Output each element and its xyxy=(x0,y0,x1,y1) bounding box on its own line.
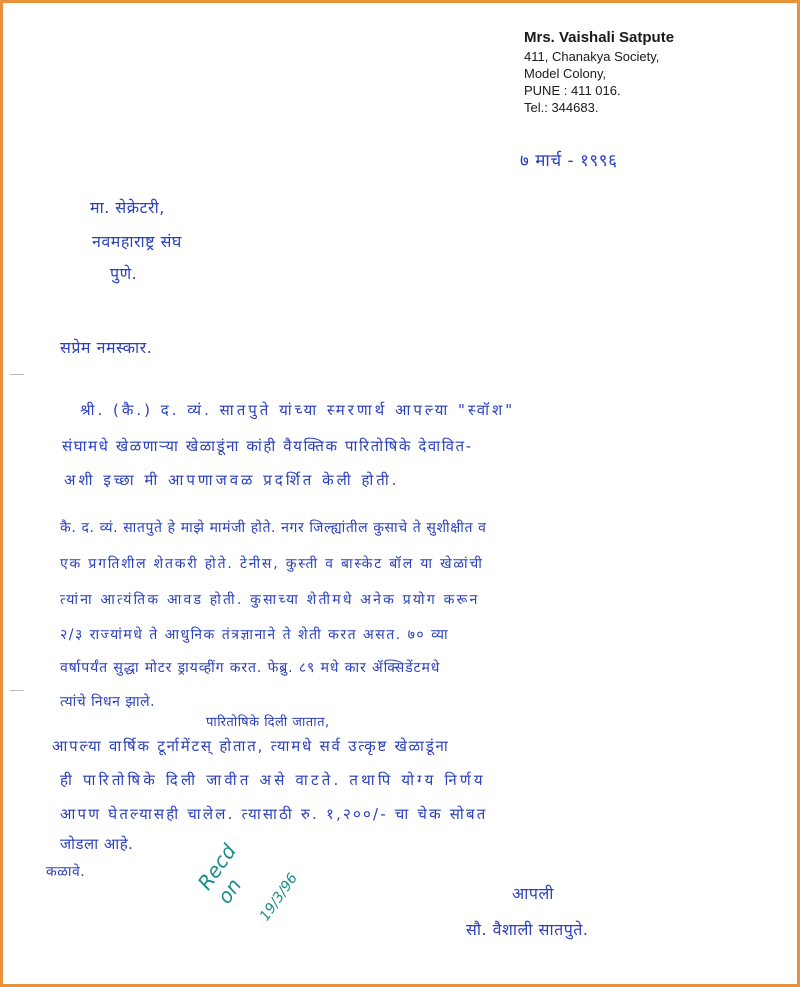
address-line-2: Model Colony, xyxy=(524,66,607,81)
para3-line-1: आपल्या वार्षिक टूर्नामेंटस् होतात, त्यामधे सर्व उत्कृष्ट खेळाडूंना xyxy=(52,737,450,755)
addressee-line-2: नवमहाराष्ट्र संघ xyxy=(92,232,182,251)
addressee-line-1: मा. सेक्रेटरी, xyxy=(90,198,165,217)
para1-line-3: अशी इच्छा मी आपणाजवळ प्रदर्शित केली होती. xyxy=(64,471,400,489)
para2-line-5: वर्षापर्यंत सुद्धा मोटर ड्रायव्हींग करत. फेब्रु. ८९ मधे कार ॲक्सिडेंटमधे xyxy=(60,660,441,676)
letter-date: ७ मार्च - १९९६ xyxy=(520,151,618,171)
para3-line-2: ही पारितोषिके दिली जावीत असे वाटते. तथापि योग्य निर्णय xyxy=(60,771,486,789)
sender-name: Mrs. Vaishali Satpute xyxy=(524,29,675,46)
para1-line-2: संघामधे खेळणाऱ्या खेळाडूंना कांही वैयक्तिक पारितोषिके देवावित- xyxy=(62,437,473,455)
para2-line-4: २/३ राज्यांमधे ते आधुनिक तंत्रज्ञानाने ते शेती करत असत. ७० व्या xyxy=(60,627,450,643)
phone-number: Tel.: 344683. xyxy=(524,100,599,115)
para1-line-1: श्री. (कै.) द. व्यं. सातपुते यांच्या स्मरणार्थ आपल्या "स्वॉश" xyxy=(80,401,516,419)
para2-line-1: कै. द. व्यं. सातपुते हे माझे मामंजी होते. नगर जिल्ह्यांतील कुसाचे ते सुशीक्षीत व xyxy=(60,520,487,536)
stamp-initials: Recd on xyxy=(192,839,247,908)
stamp-date: 19/3/96 xyxy=(256,870,301,924)
address-line-1: 411, Chanakya Society, xyxy=(524,49,660,64)
letterhead xyxy=(524,28,674,116)
inserted-phrase: पारितोषिके दिली जातात, xyxy=(206,715,330,730)
addressee-line-3: पुणे. xyxy=(110,264,138,283)
signature: सौ. वैशाली सातपुते. xyxy=(466,920,589,939)
para2-line-2: एक प्रगतिशील शेतकरी होते. टेनीस, कुस्ती व बास्केट बॉल या खेळांची xyxy=(60,556,484,572)
signoff: आपली xyxy=(512,884,554,903)
para2-line-6: त्यांचे निधन झाले. xyxy=(60,694,156,710)
address-line-3: PUNE : 411 016. xyxy=(524,83,621,98)
salutation: सप्रेम नमस्कार. xyxy=(60,338,153,357)
margin-mark xyxy=(10,374,24,375)
para3-line-3: आपण घेतल्यासही चालेल. त्यासाठी रु. १,२००/- चा चेक सोबत xyxy=(60,805,488,823)
margin-mark xyxy=(10,690,24,691)
closing-note: कळावे. xyxy=(46,864,86,880)
para3-line-4: जोडला आहे. xyxy=(60,835,134,853)
para2-line-3: त्यांना आत्यंतिक आवड होती. कुसाच्या शेतीमधे अनेक प्रयोग करून xyxy=(60,592,480,608)
